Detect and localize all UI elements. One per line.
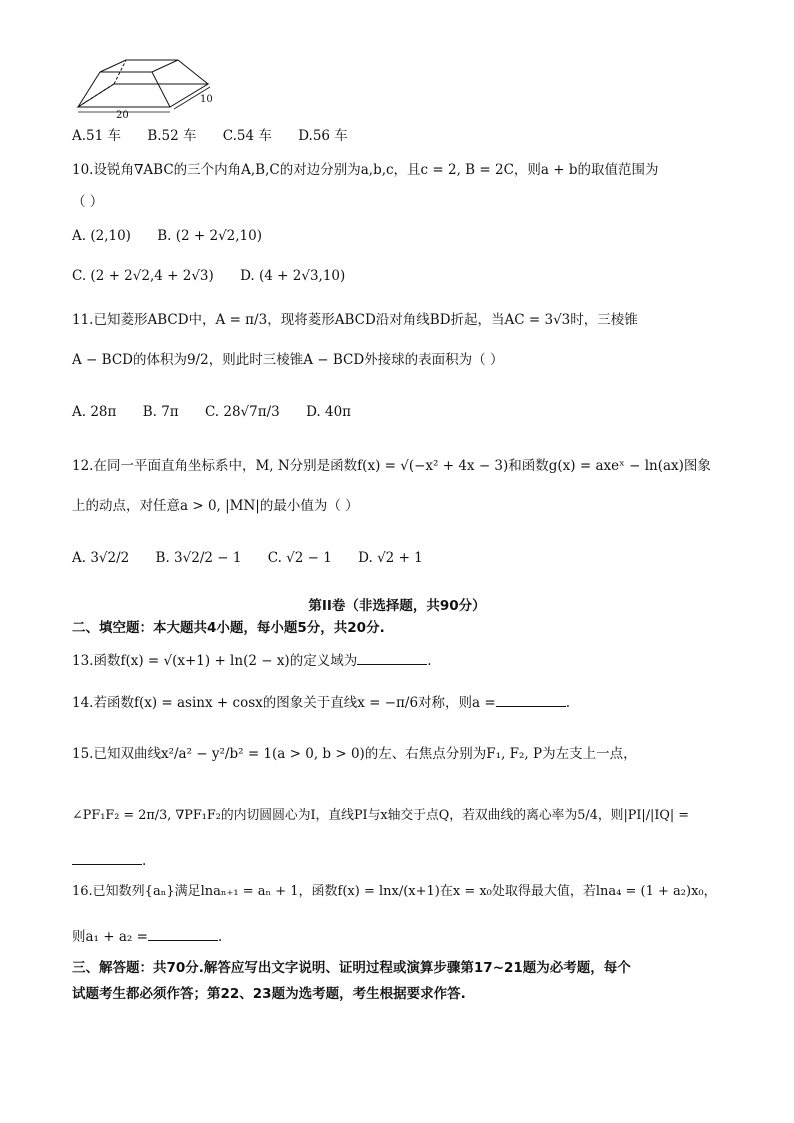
q10-choice-b[interactable]: B. (2 + 2√2,10) xyxy=(157,228,263,244)
frustum-figure xyxy=(70,52,230,124)
q11-choice-c[interactable]: C. 28√7π/3 xyxy=(204,404,280,420)
q10-text: 10.设锐角∇ABC的三个内角A,B,C的对边分别为a,b,c，且c = 2, B = 2C，则a + b的取值范围为 xyxy=(72,162,659,178)
q9-choice-b[interactable]: B.52 车 xyxy=(147,128,197,144)
q10-choice-d[interactable]: D. (4 + 2√3,10) xyxy=(240,268,346,284)
q11-choice-b[interactable]: B. 7π xyxy=(142,404,179,420)
q13-end: . xyxy=(427,653,432,669)
q13-text: 13.函数f(x) = √(x+1) + ln(2 − x)的定义域为 xyxy=(72,653,358,669)
q12-line2: 上的动点，对任意a > 0, |MN|的最小值为（ ） xyxy=(72,498,359,514)
q16-line1: 16.已知数列{aₙ}满足lnaₙ₊₁ = aₙ + 1，函数f(x) = lnx/(x+1)在x = x₀处取得最大值，若lna₄ = (1 + a₂)x₀， xyxy=(72,884,717,899)
q14-text: 14.若函数f(x) = asinx + cosx的图象关于直线x = −π/6对称，则a = xyxy=(72,695,496,711)
q14-answer-blank[interactable] xyxy=(496,692,566,707)
q15-line1: 15.已知双曲线x²/a² − y²/b² = 1(a > 0, b > 0)的左、右焦点分别为F₁, F₂, P为左支上一点， xyxy=(72,746,637,762)
q16-end: . xyxy=(217,929,223,945)
section3-line1: 三、解答题：共70分.解答应写出文字说明、证明过程或演算步骤第17~21题为必考题，每个 xyxy=(72,960,631,976)
dim-label-10: 10 xyxy=(200,94,213,105)
q13-answer-blank[interactable] xyxy=(357,650,427,665)
q9-choices xyxy=(72,126,370,146)
q12-choice-d[interactable]: D. √2 + 1 xyxy=(358,550,423,566)
q16-line2 xyxy=(72,926,222,947)
q12-choices xyxy=(72,548,445,568)
section3-line2: 试题考生都必须作答；第22、23题为选考题，考生根据要求作答. xyxy=(72,986,466,1002)
q11-line2: A − BCD的体积为9/2，则此时三棱锥A − BCD外接球的表面积为（ ） xyxy=(72,352,504,368)
q11-choices xyxy=(72,402,373,422)
q11-line1: 11.已知菱形ABCD中，A = π/3，现将菱形ABCD沿对角线BD折起，当AC = 3√3时，三棱锥 xyxy=(72,312,638,328)
q14 xyxy=(72,692,570,713)
q15-answer xyxy=(72,850,146,871)
q10-choices-row2 xyxy=(72,266,367,286)
q12-choice-b[interactable]: B. 3√2/2 − 1 xyxy=(155,550,242,566)
q15-answer-blank[interactable] xyxy=(72,850,142,865)
q16-text2: 则a₁ + a₂ = xyxy=(72,929,148,945)
q12-choice-a[interactable]: A. 3√2/2 xyxy=(72,550,130,566)
q15-end: . xyxy=(142,853,147,869)
q10-paren: （ ） xyxy=(72,194,104,210)
q12-choice-c[interactable]: C. √2 − 1 xyxy=(267,550,332,566)
q10-choice-a[interactable]: A. (2,10) xyxy=(72,228,131,244)
q10-choice-c[interactable]: C. (2 + 2√2,4 + 2√3) xyxy=(72,268,214,284)
q15-line2: ∠PF₁F₂ = 2π/3, ∇PF₁F₂的内切圆圆心为I，直线PI与x轴交于点Q，若双曲线的离心率为5/4，则|PI|/|IQ| = xyxy=(72,808,690,823)
q12-line1: 12.在同一平面直角坐标系中，M, N分别是函数f(x) = √(−x² + 4x − 3)和函数g(x) = axeˣ − ln(ax)图象 xyxy=(72,458,711,474)
q9-choice-c[interactable]: C.54 车 xyxy=(222,128,272,144)
q11-choice-a[interactable]: A. 28π xyxy=(72,404,117,420)
q13 xyxy=(72,650,432,671)
q9-choice-d[interactable]: D.56 车 xyxy=(298,128,348,144)
dim-label-20: 20 xyxy=(116,110,129,121)
section2-heading: 二、填空题：本大题共4小题，每小题5分，共20分. xyxy=(72,620,385,636)
q14-end: . xyxy=(565,695,571,711)
q11-choice-d[interactable]: D. 40π xyxy=(306,404,352,420)
part2-title: 第II卷（非选择题，共90分） xyxy=(308,598,486,614)
q9-choice-a[interactable]: A.51 车 xyxy=(72,128,122,144)
q16-answer-blank[interactable] xyxy=(148,926,218,941)
q10-choices-row1 xyxy=(72,226,284,246)
